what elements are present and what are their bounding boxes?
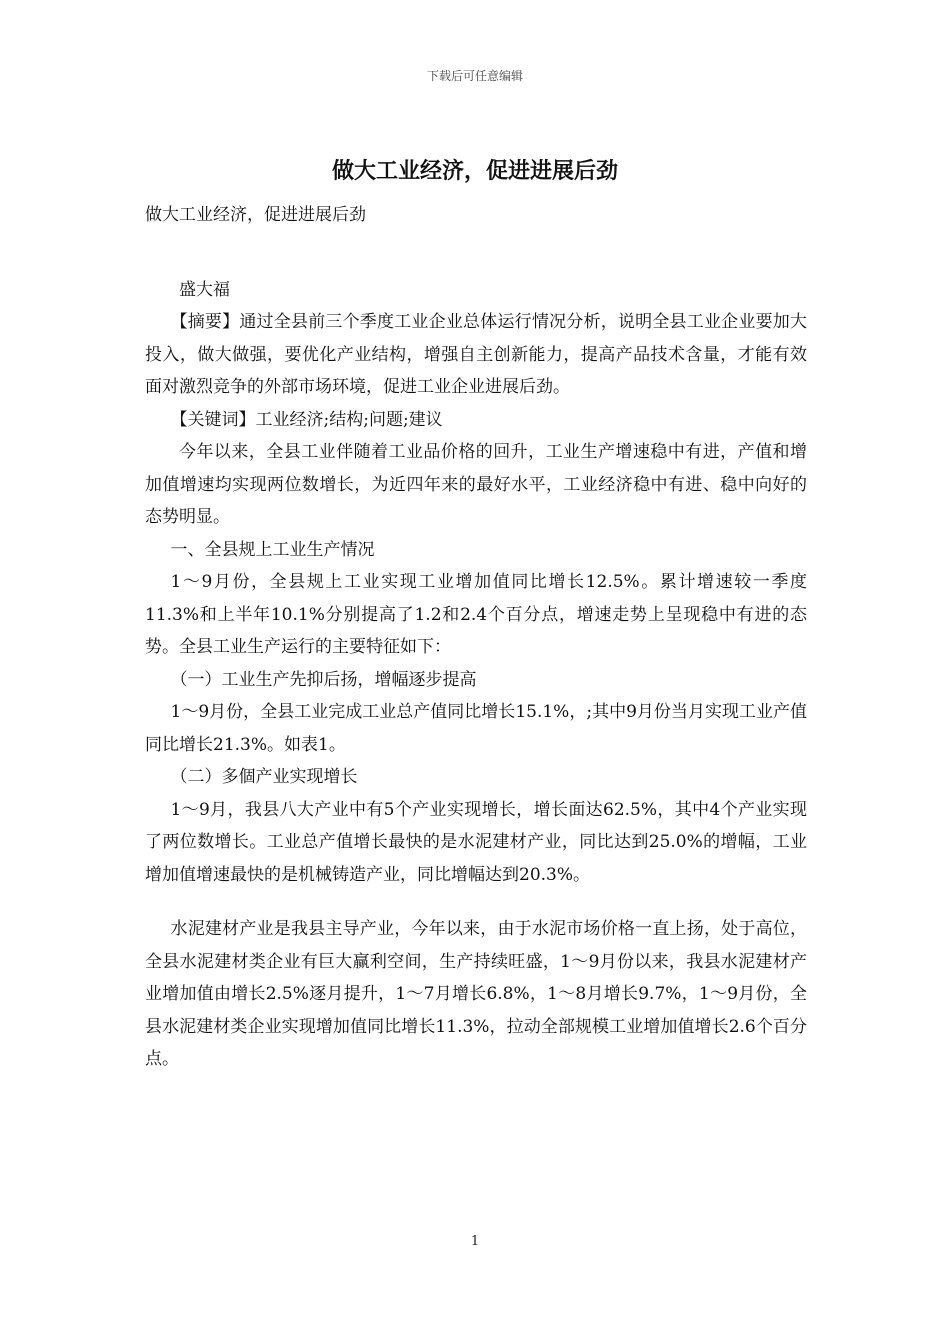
subsection-paragraph: 1～9月，我县八大产业中有5个产业实现增长，增长面达62.5%，其中4个产业实现了两位数增长。工业总产值增长最快的是水泥建材产业，同比达到25.0%的增幅，工业增加值增速最快的是机械铸造产业，同比增幅达到20.3%。 [145, 799, 807, 885]
document-title: 做大工业经济，促进进展后劲 [331, 159, 618, 184]
cement-paragraph: 水泥建材产业是我县主导产业，今年以来，由于水泥市场价格一直上扬，处于高位，全县水泥建材类企业有巨大赢利空间，生产持续旺盛，1～9月份以来，我县水泥建材产业增加值由增长2.5%逐月提升，1～7月增长6.8%，1～8月增长9.7%，1～9月份，全县水泥建材类企业实现增加值同比增长11.3%，拉动全部规模工业增加值增长2.6个百分点。 [145, 919, 807, 1069]
page-number: 1 [470, 1234, 480, 1249]
document-body [145, 199, 807, 1076]
subsection-heading: （二）多個产业实现增长 [170, 767, 358, 787]
section-heading: 一、全县规上工业生产情况 [170, 539, 375, 560]
subtitle: 做大工业经济，促进进展后劲 [145, 205, 366, 225]
abstract-paragraph: 【摘要】通过全县前三个季度工业企业总体运行情况分析，说明全县工业企业要加大投入，做大做强，要优化产业结构，增强自主创新能力，提高产品技术含量，才能有效面对激烈竞争的外部市场环境，促进工业企业进展后劲。 [145, 312, 807, 397]
header-note: 下载后可任意编辑 [426, 69, 523, 83]
subsection-paragraph: 1～9月份，全县工业完成工业总产值同比增长15.1%，;其中9月份当月实现工业产值同比增长21.3%。如表1。 [145, 702, 807, 755]
keywords-paragraph: 【关键词】工业经济;结构;问题;建议 [170, 409, 443, 430]
subsection-heading: （一）工业生产先抑后扬，增幅逐步提高 [170, 669, 477, 690]
author: 盛大福 [179, 279, 230, 300]
intro-paragraph: 今年以来，全县工业伴随着工业品价格的回升，工业生产增速稳中有进，产值和增加值增速均实现两位数增长，为近四年来的最好水平，工业经济稳中有进、稳中向好的态势明显。 [145, 442, 807, 527]
section-paragraph: 1～9月份，全县规上工业实现工业增加值同比增长12.5%。累计增速较一季度11.3%和上半年10.1%分别提高了1.2和2.4个百分点，增速走势上呈现稳中有进的态势。全县工业生产运行的主要特征如下： [145, 572, 807, 657]
